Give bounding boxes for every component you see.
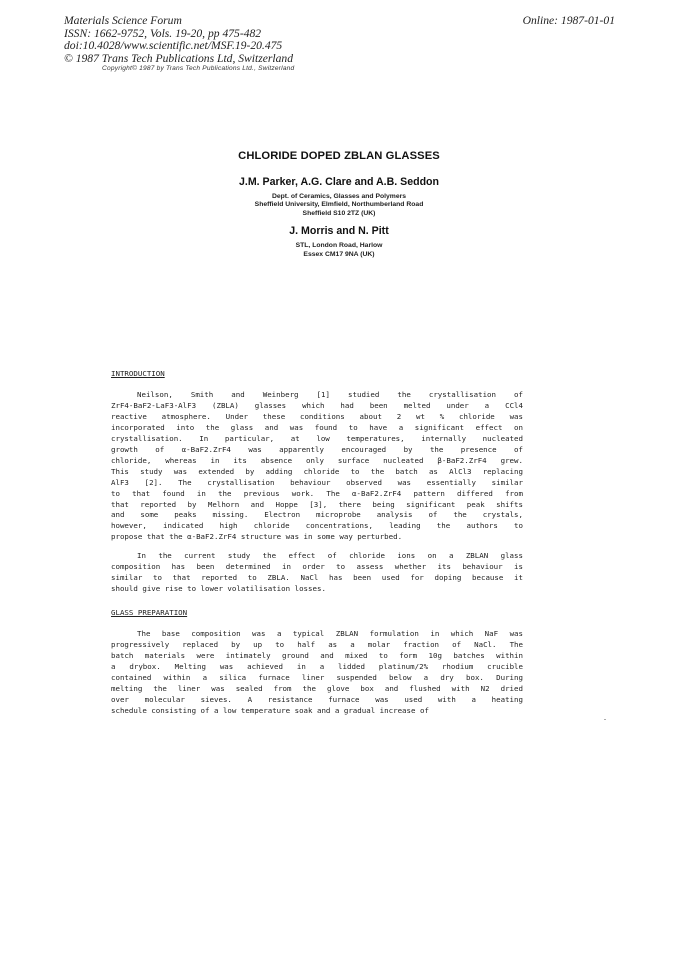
affiliation-2-line-2: Essex CM17 9NA (UK) bbox=[303, 250, 375, 258]
affiliation-1-line-1: Dept. of Ceramics, Glasses and Polymers bbox=[271, 193, 407, 200]
copyright-line: © 1987 Trans Tech Publications Ltd, Switzerland bbox=[64, 51, 294, 65]
text-line: melting the liner was sealed from the glove box and flushed with N2 dried bbox=[111, 683, 523, 693]
text-line: composition has been determined in order to assess whether its behaviour is bbox=[111, 561, 523, 571]
text-line: chloride, whereas in its absence only surface nucleated β-BaF2.ZrF4 grew. bbox=[111, 455, 523, 465]
doi-line: doi:10.4028/www.scientific.net/MSF.19-20.475 bbox=[64, 39, 283, 53]
text-line: ZrF4-BaF2-LaF3-AlF3 (ZBLA) glasses which had been melted under a CCl4 bbox=[111, 400, 523, 410]
text-line: incorporated into the glass and was found to have a significant effect on bbox=[111, 422, 523, 432]
text-line: and some peaks missing. Electron microprobe analysis of the crystals, bbox=[111, 510, 523, 520]
text-line: Neilson, Smith and Weinberg [1] studied the crystallisation of bbox=[137, 390, 523, 399]
text-line: a drybox. Melting was achieved in a lidded platinum/2% rhodium crucible bbox=[111, 661, 523, 671]
text-line: to that found in the previous work. The α-BaF2.ZrF4 pattern differed from bbox=[111, 488, 523, 498]
text-line: propose that the α-BaF2.ZrF4 structure was in some way perturbed. bbox=[111, 532, 403, 542]
text-line: reactive atmosphere. Under these conditions about 2 wt % chloride was bbox=[111, 411, 523, 421]
introduction-heading: INTRODUCTION bbox=[111, 369, 165, 378]
online-date: Online: 1987-01-01 bbox=[522, 14, 615, 27]
affiliation-1-line-2: Sheffield University, Elmfield, Northumberland Road bbox=[254, 201, 424, 209]
authors-group-2: J. Morris and N. Pitt bbox=[289, 225, 389, 238]
text-line: that reported by Melhorn and Hoppe [3], there being significant peak shifts bbox=[111, 499, 523, 509]
glass-preparation-heading: GLASS PREPARATION bbox=[111, 608, 188, 617]
affiliation-1-line-3: Sheffield S10 2TZ (UK) bbox=[302, 209, 376, 217]
scan-speck bbox=[604, 719, 606, 720]
text-line: crystallisation. In particular, at low temperatures, internally nucleated bbox=[111, 433, 523, 443]
journal-name: Materials Science Forum bbox=[64, 14, 182, 27]
text-line: over molecular sieves. A resistance furnace was used with a heating bbox=[111, 694, 523, 704]
text-line: AlF3 [2]. The crystallisation behaviour observed was essentially similar bbox=[111, 477, 523, 487]
text-line: growth of α-BaF2.ZrF4 was apparently encouraged by the presence of bbox=[111, 444, 523, 454]
glass-preparation-paragraph-1 bbox=[111, 629, 523, 717]
introduction-paragraph-2 bbox=[111, 551, 523, 595]
text-line: however, indicated high chloride concentrations, leading the authors to bbox=[111, 521, 523, 531]
text-line: similar to that reported to ZBLA. NaCl has been used for doping because it bbox=[111, 572, 523, 582]
introduction-paragraph-1 bbox=[111, 390, 523, 543]
text-line: contained within a silica furnace liner suspended below a dry box. During bbox=[111, 672, 523, 682]
text-line: schedule consisting of a low temperature soak and a gradual increase of bbox=[111, 705, 429, 715]
text-line: This study was extended by adding chloride to the batch as AlCl3 replacing bbox=[111, 466, 523, 476]
issn-line: ISSN: 1662-9752, Vols. 19-20, pp 475-482 bbox=[64, 26, 262, 40]
text-line: In the current study the effect of chloride ions on a ZBLAN glass bbox=[137, 551, 523, 560]
authors-group-1: J.M. Parker, A.G. Clare and A.B. Seddon bbox=[239, 176, 439, 188]
scan-copyright: Copyright© 1987 by Trans Tech Publications Ltd., Switzerland bbox=[102, 65, 295, 72]
journal-header bbox=[64, 15, 293, 65]
title-block bbox=[0, 150, 678, 259]
affiliation-2-line-1: STL, London Road, Harlow bbox=[295, 242, 383, 250]
text-line: batch materials were intimately ground and mixed to form 10g batches within bbox=[111, 650, 523, 660]
text-line: should give rise to lower volatilisation losses. bbox=[111, 583, 326, 593]
text-line: progressively replaced by up to half as a molar fraction of NaCl. The bbox=[111, 639, 523, 649]
paper-title: CHLORIDE DOPED ZBLAN GLASSES bbox=[238, 150, 440, 162]
text-line: The base composition was a typical ZBLAN formulation in which NaF was bbox=[137, 629, 523, 638]
